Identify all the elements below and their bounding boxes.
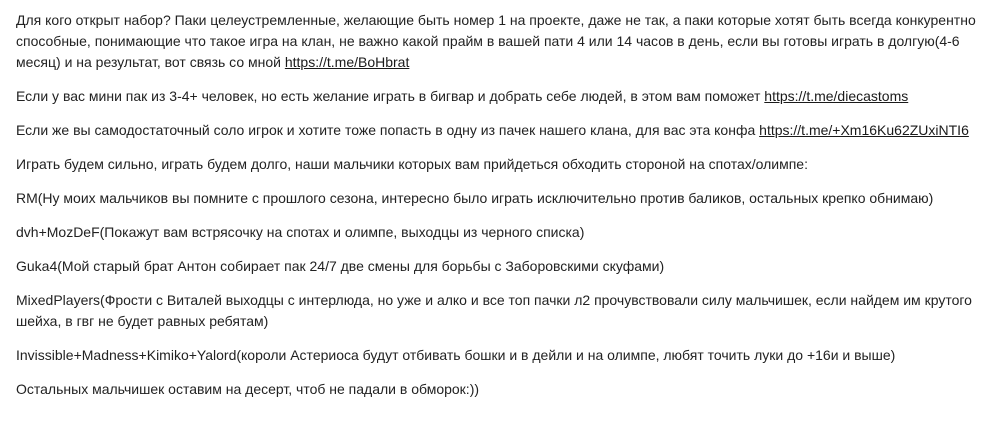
mini-pack-link[interactable]: https://t.me/diecastoms [764,88,909,104]
solo-text: Если же вы самодостаточный соло игрок и хотите тоже попасть в одну из пачек нашего клана, для вас эта конфа [16,122,760,138]
paragraph-group-guka4: Guka4(Мой старый брат Антон собирает пак 24/7 две смены для борьбы с Заборовскими скуфами) [16,258,665,274]
contact-link[interactable]: https://t.me/BoHbrat [284,54,410,70]
paragraph-outro: Остальных мальчишек оставим на десерт, чтоб не падали в обморок:)) [16,381,480,397]
intro-text: Для кого открыт набор? Паки целеустремленные, желающие быть номер 1 на проекте, даже не так, а паки которые хотят быть всегда конкурентно способные, понимающие что такое игра на клан, не важно какой прайм в вашей пати 4 или 14 часов в день, если вы готовы играть в долгую(4-6 месяц) и на результат, вот связь со мной [16,12,976,70]
paragraph-group-mixedplayers: MixedPlayers(Фрости с Виталей выходцы с интерлюда, но уже и алко и все топ пачки л2 прочувствовали силу мальчишек, если найдем им крутого шейха, в гвг не будет равных ребятам) [16,292,972,329]
paragraph-play-strong: Играть будем сильно, играть будем долго, наши мальчики которых вам прийдеться обходить стороной на спотах/олимпе: [16,156,808,172]
paragraph-mini-pack [16,86,982,107]
mini-pack-text: Если у вас мини пак из 3-4+ человек, но есть желание играть в бигвар и добрать себе людей, в этом вам поможет [16,88,765,104]
solo-conference-link[interactable]: https://t.me/+Xm16Ku62ZUxiNTI6 [759,122,969,138]
paragraph-group-invissible: Invissible+Madness+Kimiko+Yalord(короли Астериоса будут отбивать бошки и в дейли и на олимпе, любят точить луки до +16и и выше) [16,347,896,363]
paragraph-solo [16,120,982,141]
paragraph-group-rm: RM(Ну моих мальчиков вы помните с прошлого сезона, интересно было играть исключительно против баликов, остальных крепко обнимаю) [16,190,934,206]
paragraph-group-dvh-mozdef: dvh+MozDeF(Покажут вам встрясочку на спотах и олимпе, выходцы из черного списка) [16,224,585,240]
paragraph-intro [16,10,982,73]
